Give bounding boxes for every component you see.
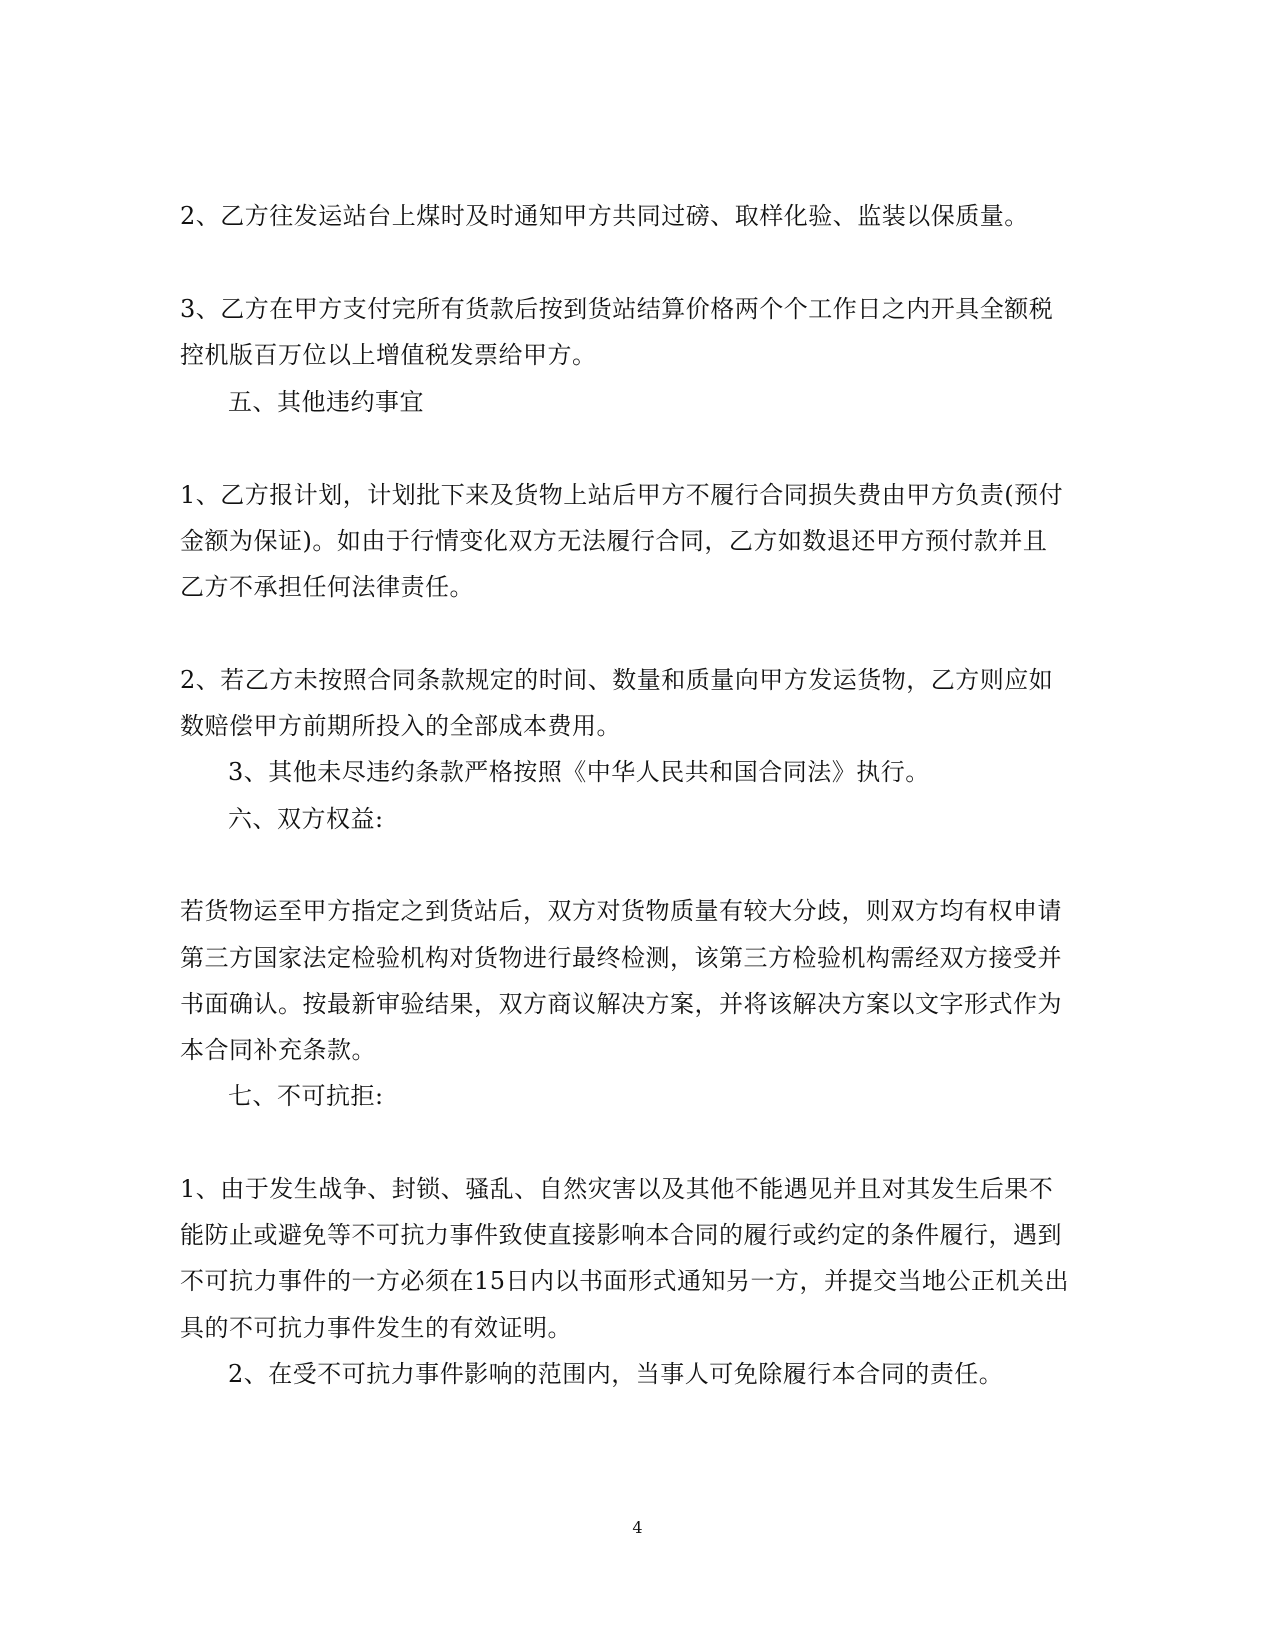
paragraph-line: 具的不可抗力事件发生的有效证明。 [180, 1314, 572, 1342]
paragraph-line: 金额为保证)。如由于行情变化双方无法履行合同，乙方如数退还甲方预付款并且 [180, 527, 1048, 555]
paragraph-line: 3、其他未尽违约条款严格按照《中华人民共和国合同法》执行。 [228, 758, 930, 786]
paragraph-line: 1、乙方报计划，计划批下来及货物上站后甲方不履行合同损失费由甲方负责(预付 [180, 481, 1064, 509]
paragraph-line: 能防止或避免等不可抗力事件致使直接影响本合同的履行或约定的条件履行，遇到 [180, 1221, 1062, 1249]
page-number: 4 [632, 1518, 643, 1537]
paragraph-line: 控机版百万位以上增值税发票给甲方。 [180, 341, 597, 369]
paragraph-line: 不可抗力事件的一方必须在15日内以书面形式通知另一方，并提交当地公正机关出 [180, 1267, 1070, 1295]
paragraph-line: 书面确认。按最新审验结果，双方商议解决方案，并将该解决方案以文字形式作为 [180, 990, 1062, 1018]
section-heading: 六、双方权益: [228, 805, 384, 833]
paragraph-line: 若货物运至甲方指定之到货站后，双方对货物质量有较大分歧，则双方均有权申请 [180, 897, 1062, 925]
paragraph-line: 2、乙方往发运站台上煤时及时通知甲方共同过磅、取样化验、监装以保质量。 [180, 202, 1029, 230]
paragraph-line: 2、在受不可抗力事件影响的范围内，当事人可免除履行本合同的责任。 [228, 1360, 1004, 1388]
paragraph-line: 1、由于发生战争、封锁、骚乱、自然灾害以及其他不能遇见并且对其发生后果不 [180, 1175, 1054, 1203]
paragraph-line: 3、乙方在甲方支付完所有货款后按到货站结算价格两个个工作日之内开具全额税 [180, 295, 1054, 323]
paragraph-line: 数赔偿甲方前期所投入的全部成本费用。 [180, 712, 621, 740]
paragraph-line: 2、若乙方未按照合同条款规定的时间、数量和质量向甲方发运货物，乙方则应如 [180, 666, 1054, 694]
section-heading: 七、不可抗拒: [228, 1082, 384, 1110]
paragraph-line: 本合同补充条款。 [180, 1036, 376, 1064]
paragraph-line: 乙方不承担任何法律责任。 [180, 573, 474, 601]
paragraph-line: 第三方国家法定检验机构对货物进行最终检测，该第三方检验机构需经双方接受并 [180, 944, 1062, 972]
section-heading: 五、其他违约事宜 [228, 388, 424, 416]
